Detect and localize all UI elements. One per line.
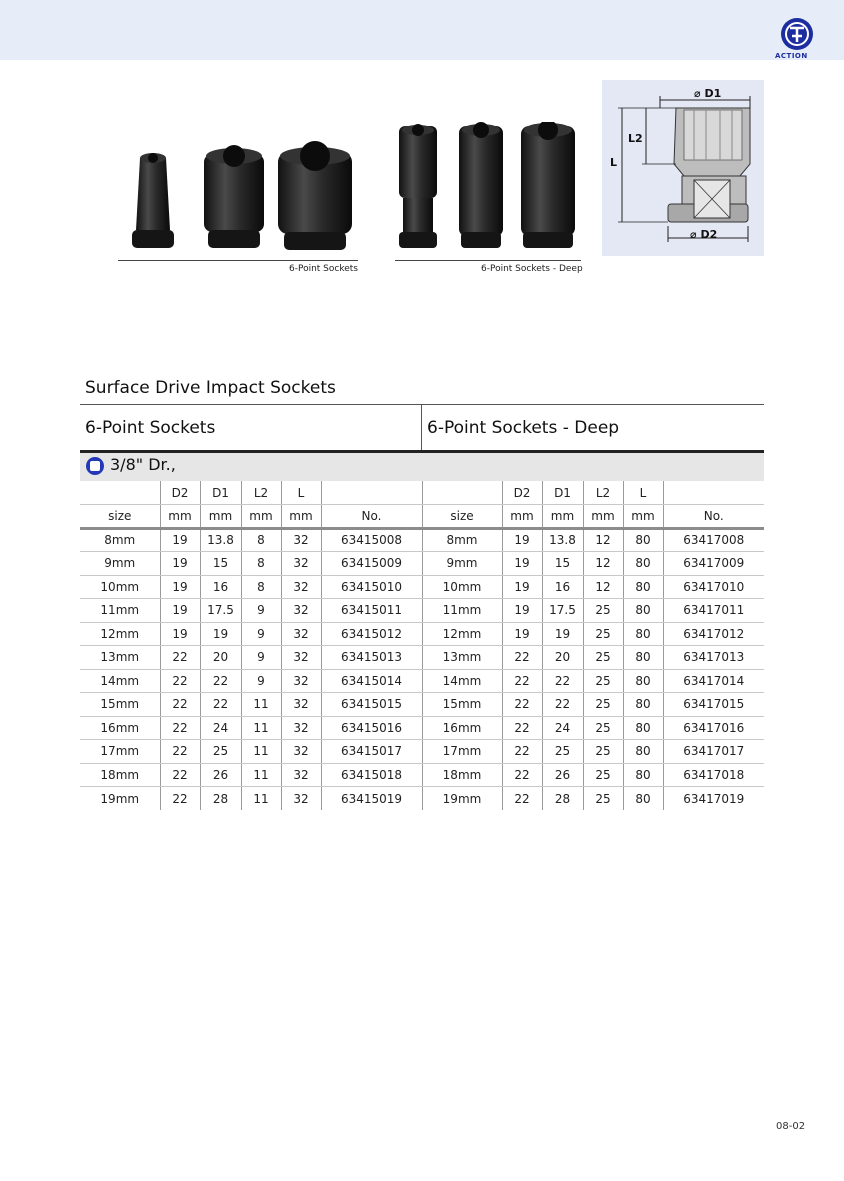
dimension-diagram-drawing	[602, 80, 764, 256]
dimension-cell: 80	[623, 693, 663, 717]
header-cell: mm	[623, 505, 663, 529]
section-title: Surface Drive Impact Sockets	[85, 378, 336, 398]
dimension-cell: 17.5	[542, 599, 583, 623]
dimension-cell: 25	[583, 693, 623, 717]
header-cell: L2	[583, 481, 623, 505]
header-cell: L2	[241, 481, 281, 505]
table-row	[80, 575, 764, 599]
dimension-cell: 22	[160, 669, 200, 693]
part-number-cell: 63417018	[663, 763, 764, 787]
part-number-cell: 63417016	[663, 716, 764, 740]
dimension-cell: 25	[583, 599, 623, 623]
socket-small	[132, 153, 174, 248]
dimension-cell: 19	[160, 552, 200, 576]
part-number-cell: 63415013	[321, 646, 422, 670]
dimension-cell: 22	[200, 693, 241, 717]
table-row	[80, 763, 764, 787]
dimension-cell: 32	[281, 693, 321, 717]
part-number-cell: 63417011	[663, 599, 764, 623]
size-cell: 17mm	[80, 740, 160, 764]
dimension-cell: 32	[281, 740, 321, 764]
dimension-cell: 22	[502, 669, 542, 693]
size-cell: 12mm	[422, 622, 502, 646]
dimension-cell: 25	[583, 740, 623, 764]
size-cell: 11mm	[80, 599, 160, 623]
header-cell: mm	[583, 505, 623, 529]
dimension-diagram	[602, 80, 764, 256]
header-cell: No.	[663, 505, 764, 529]
header-cell: D2	[502, 481, 542, 505]
dimension-cell: 80	[623, 763, 663, 787]
dimension-cell: 22	[502, 716, 542, 740]
dimension-cell: 11	[241, 763, 281, 787]
header-cell: mm	[502, 505, 542, 529]
header-cell: D2	[160, 481, 200, 505]
dimension-cell: 25	[583, 787, 623, 811]
table-header-row-2	[80, 505, 764, 529]
dimension-cell: 80	[623, 716, 663, 740]
dimension-cell: 24	[542, 716, 583, 740]
table-row	[80, 740, 764, 764]
part-number-cell: 63415019	[321, 787, 422, 811]
dimension-cell: 11	[241, 716, 281, 740]
header-cell: mm	[200, 505, 241, 529]
standard-sockets-photo	[118, 138, 358, 256]
size-cell: 16mm	[422, 716, 502, 740]
dimension-cell: 25	[583, 669, 623, 693]
dimension-cell: 80	[623, 669, 663, 693]
dimension-cell: 19	[502, 528, 542, 552]
dimension-cell: 25	[583, 646, 623, 670]
dimension-cell: 20	[542, 646, 583, 670]
table-row	[80, 599, 764, 623]
dimension-cell: 8	[241, 528, 281, 552]
socket-large	[278, 141, 352, 250]
dimension-cell: 32	[281, 575, 321, 599]
drive-size-label: 3/8" Dr.,	[110, 455, 176, 474]
size-cell: 10mm	[80, 575, 160, 599]
dimension-cell: 32	[281, 552, 321, 576]
size-cell: 12mm	[80, 622, 160, 646]
dimension-cell: 25	[583, 622, 623, 646]
part-number-cell: 63415009	[321, 552, 422, 576]
dimension-cell: 22	[160, 693, 200, 717]
dimension-cell: 19	[502, 599, 542, 623]
dimension-cell: 19	[160, 622, 200, 646]
dimension-cell: 22	[502, 693, 542, 717]
dimension-cell: 11	[241, 740, 281, 764]
dimension-cell: 22	[200, 669, 241, 693]
size-cell: 16mm	[80, 716, 160, 740]
dimension-cell: 19	[542, 622, 583, 646]
table-row	[80, 693, 764, 717]
standard-photo-rule	[118, 260, 358, 261]
dimension-cell: 9	[241, 646, 281, 670]
dimension-cell: 25	[200, 740, 241, 764]
header-cell: size	[80, 505, 160, 529]
dimension-cell: 19	[200, 622, 241, 646]
part-number-cell: 63417015	[663, 693, 764, 717]
dimension-cell: 8	[241, 552, 281, 576]
dimension-cell: 15	[542, 552, 583, 576]
size-cell: 13mm	[80, 646, 160, 670]
diagram-label-l2: L2	[628, 132, 643, 145]
dimension-cell: 32	[281, 787, 321, 811]
spec-table	[80, 481, 764, 810]
part-number-cell: 63417014	[663, 669, 764, 693]
dimension-cell: 16	[542, 575, 583, 599]
dimension-cell: 11	[241, 787, 281, 811]
dimension-cell: 19	[160, 575, 200, 599]
part-number-cell: 63415014	[321, 669, 422, 693]
dimension-cell: 12	[583, 575, 623, 599]
dimension-cell: 80	[623, 599, 663, 623]
part-number-cell: 63417013	[663, 646, 764, 670]
dimension-cell: 28	[200, 787, 241, 811]
dimension-cell: 9	[241, 599, 281, 623]
size-cell: 8mm	[80, 528, 160, 552]
dimension-cell: 19	[160, 528, 200, 552]
dimension-cell: 19	[160, 599, 200, 623]
part-number-cell: 63415015	[321, 693, 422, 717]
dimension-cell: 22	[542, 693, 583, 717]
header-cell: mm	[160, 505, 200, 529]
header-band	[0, 0, 844, 60]
part-number-cell: 63415017	[321, 740, 422, 764]
size-cell: 17mm	[422, 740, 502, 764]
socket-medium	[204, 145, 264, 248]
size-cell: 15mm	[80, 693, 160, 717]
standard-photo-caption: 6-Point Sockets	[289, 264, 358, 274]
header-cell: size	[422, 505, 502, 529]
dimension-cell: 32	[281, 622, 321, 646]
part-number-cell: 63415018	[321, 763, 422, 787]
size-cell: 13mm	[422, 646, 502, 670]
part-number-cell: 63417008	[663, 528, 764, 552]
dimension-cell: 12	[583, 528, 623, 552]
dimension-cell: 80	[623, 528, 663, 552]
size-cell: 18mm	[422, 763, 502, 787]
brand-logo-text: ACTION	[775, 52, 808, 60]
dimension-cell: 80	[623, 740, 663, 764]
deep-socket-3	[521, 122, 575, 248]
size-cell: 15mm	[422, 693, 502, 717]
part-number-cell: 63415011	[321, 599, 422, 623]
table-row	[80, 646, 764, 670]
part-number-cell: 63417012	[663, 622, 764, 646]
header-cell: No.	[321, 505, 422, 529]
size-cell: 9mm	[80, 552, 160, 576]
dimension-cell: 80	[623, 575, 663, 599]
dimension-cell: 20	[200, 646, 241, 670]
dimension-cell: 25	[583, 716, 623, 740]
size-cell: 9mm	[422, 552, 502, 576]
dimension-cell: 13.8	[542, 528, 583, 552]
dimension-cell: 13.8	[200, 528, 241, 552]
part-number-cell: 63417017	[663, 740, 764, 764]
diagram-label-l: L	[610, 156, 618, 169]
size-cell: 14mm	[422, 669, 502, 693]
table-row	[80, 622, 764, 646]
dimension-cell: 26	[200, 763, 241, 787]
dimension-cell: 22	[542, 669, 583, 693]
dimension-cell: 19	[502, 552, 542, 576]
dimension-cell: 80	[623, 787, 663, 811]
dimension-cell: 80	[623, 622, 663, 646]
header-cell: L	[281, 481, 321, 505]
diagram-label-d2: ⌀ D2	[690, 228, 718, 241]
dimension-cell: 22	[160, 740, 200, 764]
header-cell: D1	[542, 481, 583, 505]
dimension-cell: 22	[502, 740, 542, 764]
header-cell	[422, 481, 502, 505]
page-number: 08-02	[776, 1121, 806, 1132]
header-cell: L	[623, 481, 663, 505]
right-table-title: 6-Point Sockets - Deep	[427, 418, 620, 438]
size-cell: 14mm	[80, 669, 160, 693]
part-number-cell: 63415012	[321, 622, 422, 646]
dimension-cell: 15	[200, 552, 241, 576]
header-cell: mm	[281, 505, 321, 529]
dimension-cell: 28	[542, 787, 583, 811]
header-cell: mm	[542, 505, 583, 529]
part-number-cell: 63417019	[663, 787, 764, 811]
dimension-cell: 22	[502, 787, 542, 811]
size-cell: 11mm	[422, 599, 502, 623]
dimension-cell: 12	[583, 552, 623, 576]
dimension-cell: 32	[281, 716, 321, 740]
deep-photo-rule	[395, 260, 581, 261]
part-number-cell: 63415010	[321, 575, 422, 599]
dimension-cell: 32	[281, 669, 321, 693]
dimension-cell: 22	[160, 646, 200, 670]
dimension-cell: 22	[160, 787, 200, 811]
size-cell: 10mm	[422, 575, 502, 599]
dimension-cell: 19	[502, 622, 542, 646]
dimension-cell: 25	[542, 740, 583, 764]
deep-socket-1	[399, 124, 437, 248]
deep-socket-2	[459, 122, 503, 248]
dimension-cell: 19	[502, 575, 542, 599]
table-row	[80, 552, 764, 576]
dimension-cell: 16	[200, 575, 241, 599]
drive-size-band	[80, 453, 764, 481]
dimension-cell: 22	[502, 763, 542, 787]
dimension-cell: 80	[623, 552, 663, 576]
part-number-cell: 63417009	[663, 552, 764, 576]
dimension-cell: 80	[623, 646, 663, 670]
dimension-cell: 32	[281, 599, 321, 623]
table-row	[80, 528, 764, 552]
section-title-rule	[80, 404, 764, 405]
dimension-cell: 26	[542, 763, 583, 787]
part-number-cell: 63415016	[321, 716, 422, 740]
size-cell: 19mm	[422, 787, 502, 811]
dimension-cell: 9	[241, 622, 281, 646]
dimension-cell: 11	[241, 693, 281, 717]
deep-sockets-photo	[395, 122, 581, 256]
header-cell	[321, 481, 422, 505]
header-cell	[80, 481, 160, 505]
size-cell: 8mm	[422, 528, 502, 552]
dimension-cell: 8	[241, 575, 281, 599]
dimension-cell: 32	[281, 646, 321, 670]
dimension-cell: 22	[502, 646, 542, 670]
header-cell: mm	[241, 505, 281, 529]
dimension-cell: 22	[160, 763, 200, 787]
part-number-cell: 63415008	[321, 528, 422, 552]
table-row	[80, 669, 764, 693]
dimension-cell: 32	[281, 528, 321, 552]
diagram-label-d1: ⌀ D1	[694, 87, 722, 100]
left-table-title: 6-Point Sockets	[85, 418, 216, 438]
dimension-cell: 25	[583, 763, 623, 787]
title-divider	[421, 405, 422, 451]
part-number-cell: 63417010	[663, 575, 764, 599]
dimension-cell: 17.5	[200, 599, 241, 623]
drive-square-icon	[86, 457, 104, 475]
size-cell: 19mm	[100, 791, 140, 806]
table-row	[80, 787, 764, 811]
header-cell	[663, 481, 764, 505]
table-header-row-1	[80, 481, 764, 505]
dimension-cell: 32	[281, 763, 321, 787]
header-cell: D1	[200, 481, 241, 505]
size-cell: 18mm	[80, 763, 160, 787]
dimension-cell: 22	[160, 716, 200, 740]
dimension-cell: 24	[200, 716, 241, 740]
deep-photo-caption: 6-Point Sockets - Deep	[481, 264, 583, 274]
table-row	[80, 716, 764, 740]
dimension-cell: 9	[241, 669, 281, 693]
